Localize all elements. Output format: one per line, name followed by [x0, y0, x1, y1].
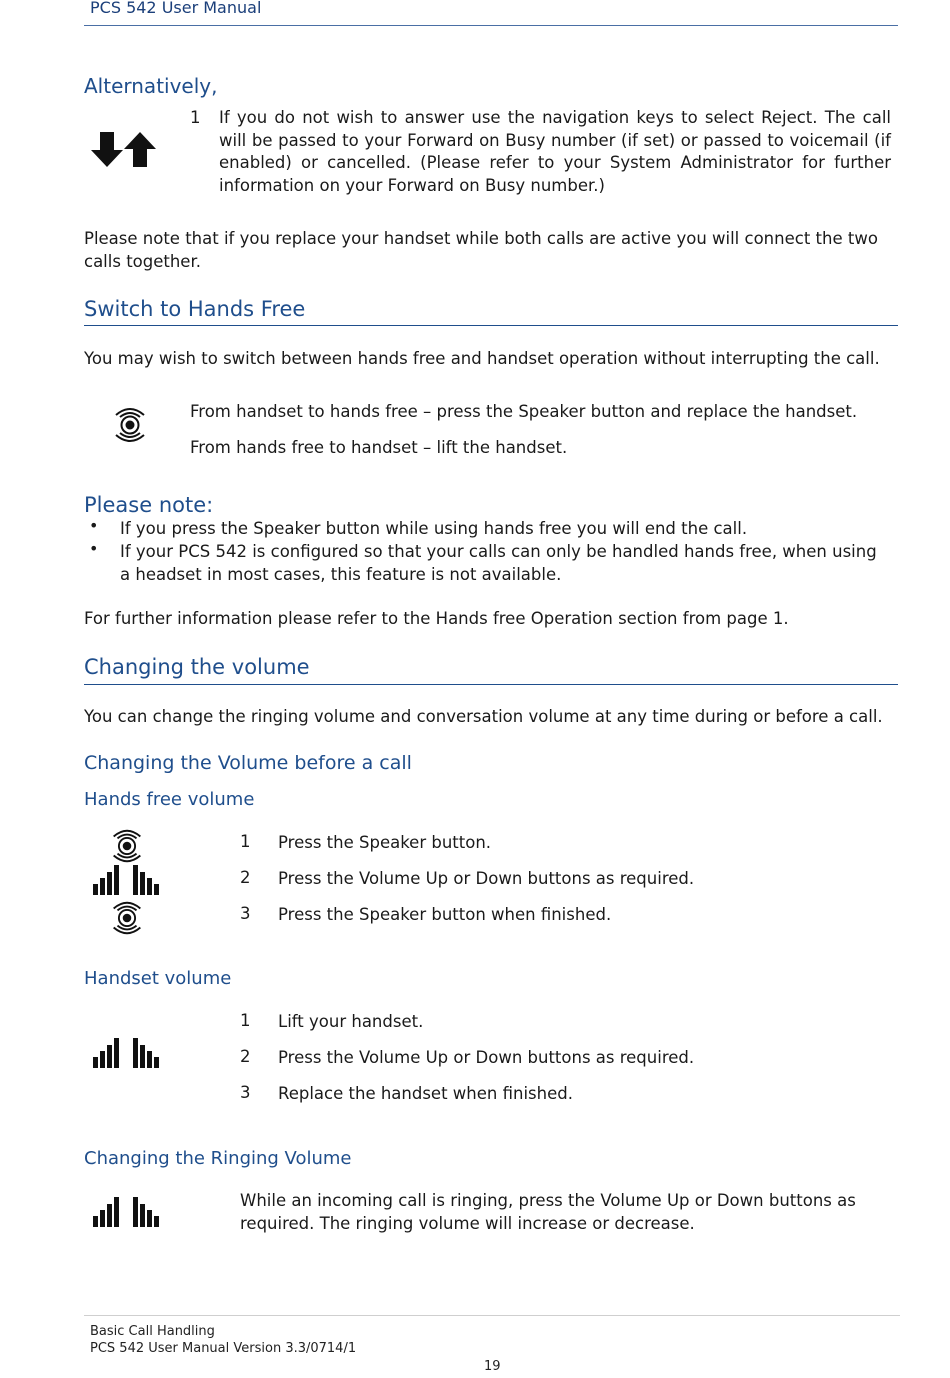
step-text: Press the Volume Up or Down buttons as required. — [278, 869, 695, 888]
section-heading-volume: Changing the volume — [84, 655, 310, 679]
ringing-volume-text: While an incoming call is ringing, press the Volume Up or Down buttons as required. The ringing volume will increase or decrease. — [240, 1191, 856, 1233]
note-bullet-2: If your PCS 542 is configured so that your calls can only be handled hands free, when using a headset in most cases, this feature is not available. — [120, 542, 877, 584]
step-number: 2 — [240, 868, 251, 887]
step-text: Press the Speaker button. — [278, 833, 492, 852]
bullet-marker: • — [89, 516, 99, 535]
section-heading-hands-free: Switch to Hands Free — [84, 297, 306, 321]
navigation-arrows-icon — [90, 130, 162, 168]
footer-version: PCS 542 User Manual Version 3.3/0714/1 — [90, 1341, 357, 1356]
ringing-volume-heading: Changing the Ringing Volume — [84, 1148, 352, 1169]
step-number: 1 — [240, 832, 251, 851]
page-number: 19 — [484, 1359, 501, 1374]
handset-volume-heading: Handset volume — [84, 968, 232, 989]
volume-bars-icon — [93, 864, 165, 896]
step-number: 3 — [240, 904, 251, 923]
footer-divider — [84, 1315, 900, 1316]
step-number: 2 — [240, 1047, 251, 1066]
bullet-marker: • — [89, 539, 99, 558]
further-info: For further information please refer to the Hands free Operation section from page 1. — [84, 609, 789, 628]
volume-bars-icon — [93, 1037, 165, 1069]
section-divider — [84, 325, 898, 326]
page-header-title: PCS 542 User Manual — [90, 0, 262, 17]
step-text: Press the Volume Up or Down buttons as required. — [278, 1048, 695, 1067]
note-bullet-1: If you press the Speaker button while using hands free you will end the call. — [120, 519, 748, 538]
speaker-icon — [108, 898, 146, 938]
footer-section: Basic Call Handling — [90, 1324, 215, 1339]
alternatively-heading: Alternatively, — [84, 74, 218, 98]
step-number: 1 — [240, 1011, 251, 1030]
please-note-heading: Please note: — [84, 493, 214, 517]
step-number: 3 — [240, 1083, 251, 1102]
speaker-icon — [108, 826, 146, 866]
step-text: Replace the handset when finished. — [278, 1084, 573, 1103]
header-divider — [84, 25, 898, 26]
step-text: Press the Speaker button when finished. — [278, 905, 612, 924]
hands-free-volume-heading: Hands free volume — [84, 789, 255, 810]
before-call-heading: Changing the Volume before a call — [84, 752, 412, 774]
handset-to-hands-free: From handset to hands free – press the Speaker button and replace the handset. — [190, 402, 858, 421]
volume-intro: You can change the ringing volume and conversation volume at any time during or before a call. — [84, 707, 883, 726]
reject-instruction: If you do not wish to answer use the navigation keys to select Reject. The call will be passed to your Forward on Busy number (if set) or passed to voicemail (if enabled) or cancelled. (Please refer to your System Administrator for further information on your Forward on Busy number.) — [219, 108, 891, 195]
volume-bars-icon — [93, 1196, 165, 1228]
step-number: 1 — [190, 108, 201, 127]
hands-free-to-handset: From hands free to handset – lift the handset. — [190, 438, 568, 457]
note-paragraph: Please note that if you replace your handset while both calls are active you will connect the two calls together. — [84, 229, 878, 271]
speaker-icon — [111, 404, 149, 446]
step-text: Lift your handset. — [278, 1012, 424, 1031]
section-divider — [84, 684, 898, 685]
hands-free-intro: You may wish to switch between hands free and handset operation without interrupting the call. — [84, 349, 880, 368]
